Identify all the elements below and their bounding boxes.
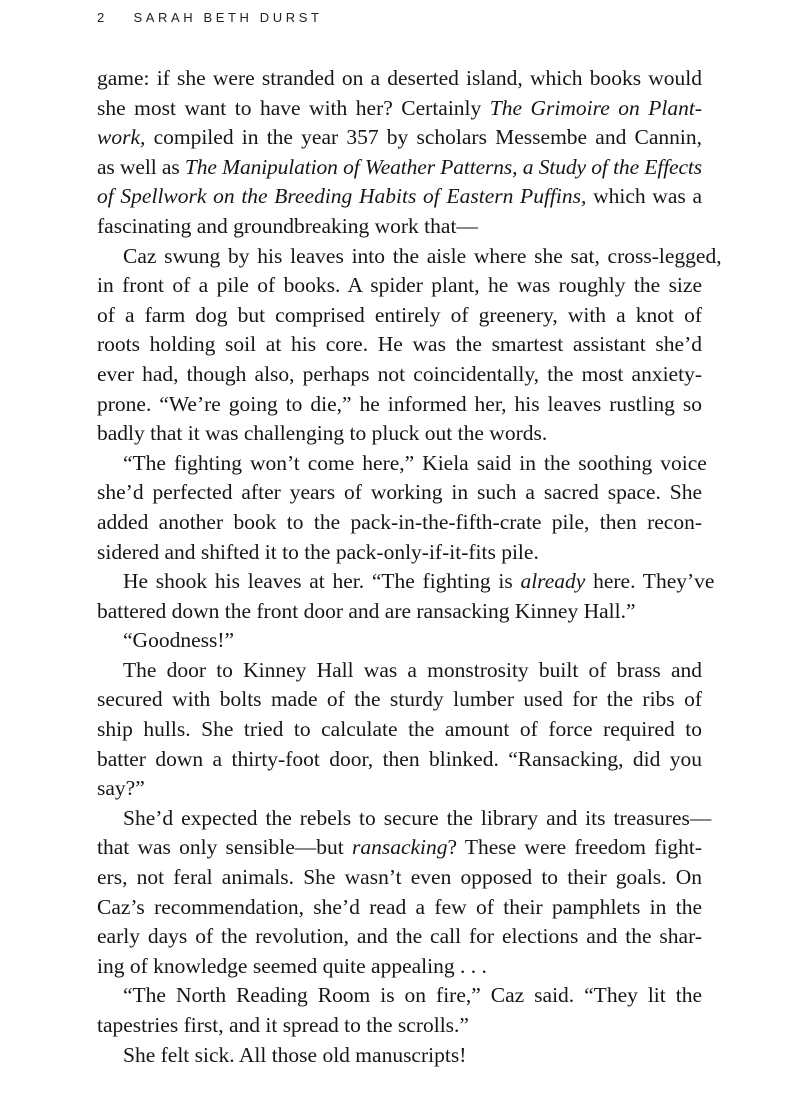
- text-line: ing of knowledge seemed quite appealing . . .: [97, 953, 487, 978]
- italic-title: already: [520, 569, 586, 594]
- text-line: ever had, though also, perhaps not coincidentally, the most anxiety-: [97, 361, 702, 386]
- paragraph: [97, 804, 712, 982]
- text-line: game: if she were stranded on a deserted island, which books would: [97, 66, 702, 90]
- author-name: SARAH BETH DURST: [133, 10, 323, 25]
- text-line: in front of a pile of books. A spider plant, he was roughly the size: [97, 273, 702, 298]
- text-line: She felt sick. All those old manuscripts!: [123, 1042, 467, 1067]
- paragraph: [97, 567, 715, 626]
- paragraph: [97, 981, 702, 1040]
- text-line: She’d expected the rebels to secure the library and its treasures—: [123, 805, 712, 830]
- text-line: work, compiled in the year 357 by scholars Messembe and Cannin,: [97, 125, 702, 150]
- paragraph: [97, 64, 702, 242]
- paragraph: [97, 656, 702, 804]
- running-head: [97, 10, 323, 25]
- text-line: added another book to the pack-in-the-fifth-crate pile, then recon-: [97, 509, 702, 534]
- text-line: “The North Reading Room is on fire,” Caz said. “They lit the: [123, 983, 702, 1008]
- text-line: fascinating and groundbreaking work that—: [97, 213, 478, 238]
- text-line: batter down a thirty-foot door, then blinked. “Ransacking, did you: [97, 746, 702, 771]
- text-line: secured with bolts made of the sturdy lumber used for the ribs of: [97, 687, 702, 712]
- body-text: [97, 64, 722, 1070]
- text-line: ers, not feral animals. She wasn’t even opposed to their goals. On: [97, 865, 702, 890]
- text-line: battered down the front door and are ransacking Kinney Hall.”: [97, 598, 636, 623]
- italic-title: ransacking: [351, 835, 448, 860]
- text-line: that was only sensible—but ransacking? These were freedom fight-: [97, 835, 702, 860]
- italic-title: The Manipulation of Weather Patterns, a Study of the Effects: [184, 154, 702, 179]
- text-line: she most want to have with her? Certainly The Grimoire on Plant-: [97, 95, 702, 120]
- text-line: Caz swung by his leaves into the aisle where she sat, cross-legged,: [123, 243, 722, 268]
- text-line: “The fighting won’t come here,” Kiela said in the soothing voice: [123, 450, 707, 475]
- text-line: early days of the revolution, and the call for elections and the shar-: [97, 924, 702, 949]
- text-line: of Spellwork on the Breeding Habits of Eastern Puffins, which was a: [97, 184, 702, 209]
- paragraph: [97, 626, 702, 656]
- text-line: badly that it was challenging to pluck out the words.: [97, 421, 548, 446]
- text-line: say?”: [97, 776, 145, 801]
- page-number: 2: [97, 10, 105, 25]
- text-line: The door to Kinney Hall was a monstrosity built of brass and: [123, 657, 702, 682]
- text-line: she’d perfected after years of working in such a sacred space. She: [97, 480, 702, 505]
- italic-title: work,: [97, 125, 146, 150]
- text-line: ship hulls. She tried to calculate the amount of force required to: [97, 717, 702, 742]
- paragraph: [97, 1041, 702, 1071]
- text-line: as well as The Manipulation of Weather Patterns, a Study of the Effects: [97, 154, 702, 179]
- text-line: “Goodness!”: [123, 628, 235, 653]
- text-line: of a farm dog but comprised entirely of greenery, with a knot of: [97, 302, 702, 327]
- italic-title: The Grimoire on Plant-: [489, 95, 702, 120]
- text-line: roots holding soil at his core. He was the smartest assistant she’d: [97, 332, 702, 357]
- text-line: sidered and shifted it to the pack-only-if-it-fits pile.: [97, 539, 539, 564]
- paragraph: [97, 242, 722, 449]
- text-line: tapestries first, and it spread to the scrolls.”: [97, 1013, 469, 1037]
- text-line: He shook his leaves at her. “The fighting is already here. They’ve: [123, 569, 715, 594]
- paragraph: [97, 449, 707, 567]
- text-line: Caz’s recommendation, she’d read a few of their pamphlets in the: [97, 894, 702, 919]
- text-line: prone. “We’re going to die,” he informed her, his leaves rustling so: [97, 391, 702, 416]
- italic-title: of Spellwork on the Breeding Habits of Eastern Puffins,: [97, 184, 587, 209]
